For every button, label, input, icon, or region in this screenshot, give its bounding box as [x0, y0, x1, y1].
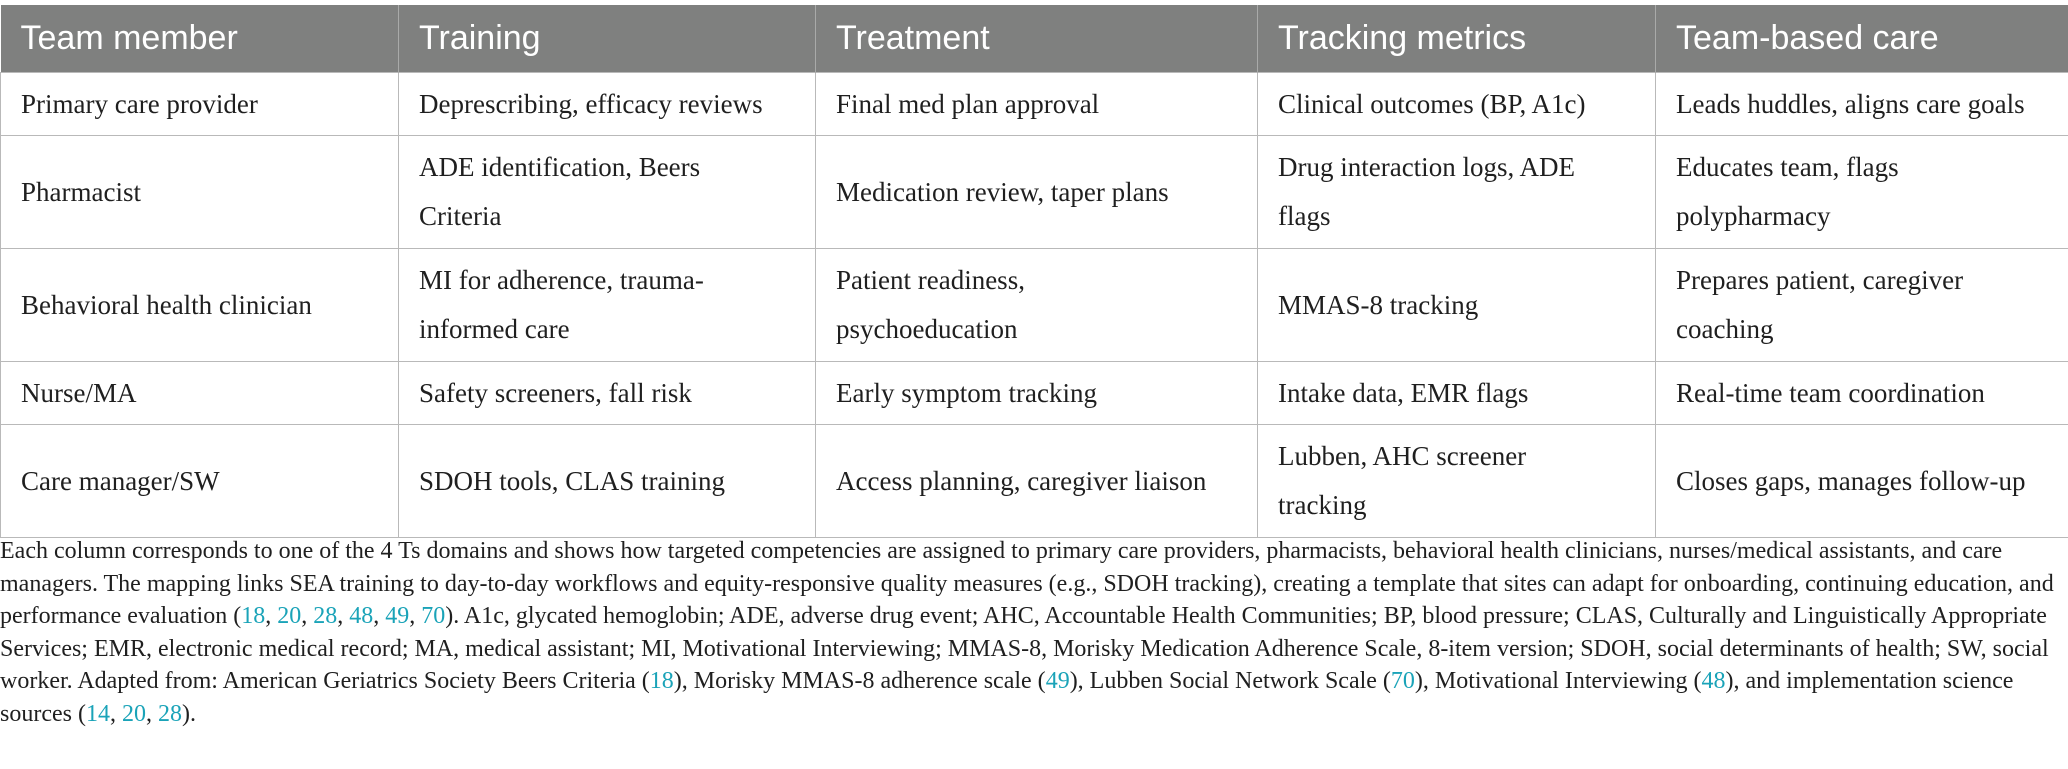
team-competency-table — [0, 5, 2068, 538]
cell-team-member: Pharmacist — [1, 136, 399, 249]
cell-tracking: Clinical outcomes (BP, A1c) — [1258, 73, 1656, 136]
cell-treatment: Medication review, taper plans — [816, 136, 1258, 249]
cell-treatment: Final med plan approval — [816, 73, 1258, 136]
cell-training: Deprescribing, efficacy reviews — [399, 73, 816, 136]
table-caption: Each column corresponds to one of the 4 Ts domains and shows how targeted competencies are assigned to primary care providers, pharmacists, behavioral health clinicians, nurses/medical assistants, and care managers. The mapping links SEA training to day-to-day workflows and equity-responsive quality measures (e.g., SDOH tracking), creating a template that sites can adapt for onboarding, continuing education, and performance evaluation (18, 20, 28, 48, 49, 70). A1c, glycated hemoglobin; ADE, adverse drug event; AHC, Accountable Health Communities; BP, blood pressure; CLAS, Culturally and Linguistically Appropriate Services; EMR, electronic medical record; MA, medical assistant; MI, Motivational Interviewing; MMAS-8, Morisky Medication Adherence Scale, 8-item version; SDOH, social determinants of health; SW, social worker. Adapted from: American Geriatrics Society Beers Criteria (18), Morisky MMAS-8 adherence scale (49), Lubben Social Network Scale (70), Motivational Interviewing (48), and implementation science sources (14, 20, 28). — [0, 538, 2054, 727]
header-team-based-care: Team-based care — [1656, 5, 2068, 73]
reference-link-20[interactable]: 20 — [121, 700, 146, 727]
cell-team-care: Educates team, flags polypharmacy — [1656, 136, 2068, 249]
cell-treatment: Patient readiness, psychoeducation — [816, 249, 1258, 362]
reference-link-18[interactable]: 18 — [649, 668, 674, 695]
table-row — [1, 136, 2068, 249]
header-treatment: Treatment — [816, 5, 1258, 73]
header-training: Training — [399, 5, 816, 73]
reference-link-48[interactable]: 48 — [349, 603, 374, 630]
cell-treatment: Access planning, caregiver liaison — [816, 425, 1258, 538]
cell-team-member: Behavioral health clinician — [1, 249, 399, 362]
cell-training: ADE identification, Beers Criteria — [399, 136, 816, 249]
cell-team-member: Nurse/MA — [1, 362, 399, 425]
cell-tracking: MMAS-8 tracking — [1258, 249, 1656, 362]
reference-link-70[interactable]: 70 — [421, 603, 446, 630]
header-team-member: Team member — [1, 5, 399, 73]
cell-team-care: Prepares patient, caregiver coaching — [1656, 249, 2068, 362]
cell-treatment: Early symptom tracking — [816, 362, 1258, 425]
table-row — [1, 73, 2068, 136]
reference-link-18[interactable]: 18 — [241, 603, 266, 630]
cell-team-care: Real-time team coordination — [1656, 362, 2068, 425]
cell-training: SDOH tools, CLAS training — [399, 425, 816, 538]
reference-link-14[interactable]: 14 — [85, 700, 110, 727]
cell-tracking: Drug interaction logs, ADE flags — [1258, 136, 1656, 249]
reference-link-28[interactable]: 28 — [313, 603, 338, 630]
reference-link-28[interactable]: 28 — [157, 700, 182, 727]
cell-tracking: Lubben, AHC screener tracking — [1258, 425, 1656, 538]
table-row — [1, 249, 2068, 362]
cell-tracking: Intake data, EMR flags — [1258, 362, 1656, 425]
table-row — [1, 362, 2068, 425]
cell-training: MI for adherence, trauma- informed care — [399, 249, 816, 362]
reference-link-49[interactable]: 49 — [1045, 668, 1070, 695]
cell-team-member: Primary care provider — [1, 73, 399, 136]
reference-link-48[interactable]: 48 — [1701, 668, 1726, 695]
table-header-row — [1, 5, 2068, 73]
cell-team-care: Leads huddles, aligns care goals — [1656, 73, 2068, 136]
header-tracking-metrics: Tracking metrics — [1258, 5, 1656, 73]
cell-training: Safety screeners, fall risk — [399, 362, 816, 425]
reference-link-49[interactable]: 49 — [385, 603, 410, 630]
table-container — [0, 5, 2068, 538]
reference-link-70[interactable]: 70 — [1390, 668, 1415, 695]
table-row — [1, 425, 2068, 538]
reference-link-20[interactable]: 20 — [277, 603, 302, 630]
cell-team-member: Care manager/SW — [1, 425, 399, 538]
cell-team-care: Closes gaps, manages follow-up — [1656, 425, 2068, 538]
